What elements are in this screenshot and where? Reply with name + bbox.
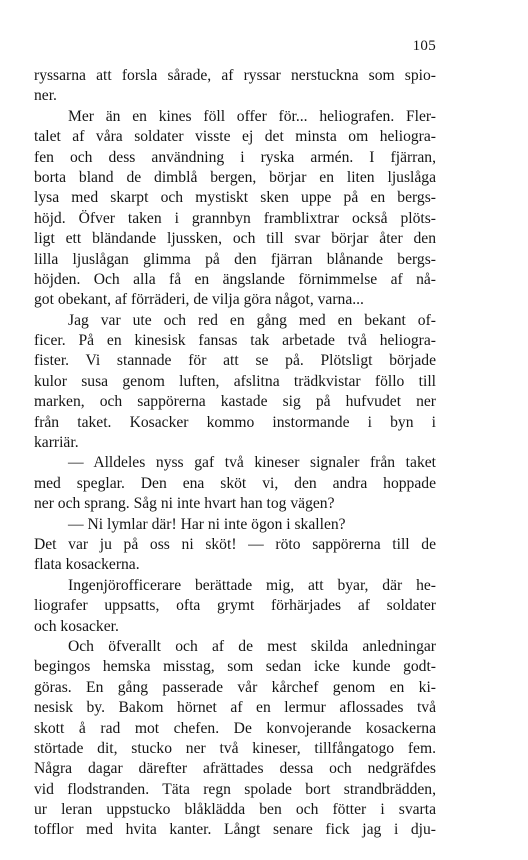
text-line: Ingenjörofficerare berättade mig, att byar, där he- xyxy=(68,576,436,594)
text-line: fen och dess användning i ryska armén. I fjärran, xyxy=(34,148,436,166)
text-line: ur leran uppstucko blåklädda ben och fötter i svarta xyxy=(34,801,436,819)
text-line: Jag var ute och red en gång med en bekant of- xyxy=(68,311,436,329)
text-line: från taket. Kosacker kommo instormande i byn i xyxy=(34,413,436,431)
text-line: ner och sprang. Såg ni inte hvart han tog vägen? xyxy=(34,495,335,513)
text-line: talet af våra soldater visste ej det minsta om heliogra- xyxy=(34,128,436,146)
text-line: Mer än en kines föll offer för... heliografen. Fler- xyxy=(68,107,436,125)
text-line: flata kosackerna. xyxy=(34,556,140,574)
text-line: karriär. xyxy=(34,434,79,452)
text-line: Några dagar därefter afrättades dessa och nedgräfdes xyxy=(34,760,436,778)
text-line: tofflor med hvita kanter. Långt senare fick jag i dju- xyxy=(34,821,436,839)
text-line: höjden. Och alla få en ängslande förnimmelse af nå- xyxy=(34,270,436,288)
text-line: fister. Vi stannade för att se på. Plötsligt började xyxy=(34,352,436,370)
text-line: got obekant, af förräderi, de vilja göra något, varna... xyxy=(34,291,364,309)
text-line: med speglar. Den ena sköt vi, den andra hoppade xyxy=(34,474,436,492)
text-line: ligt ett bländande ljussken, och till svar börjar åter den xyxy=(34,230,436,248)
text-line: kulor susa genom luften, afslitna trädkvistar föllo till xyxy=(34,372,436,390)
page-number: 105 xyxy=(412,38,436,54)
text-line: vid flodstranden. Täta regn spolade bort strandbrädden, xyxy=(34,780,436,798)
text-line: lysa med skarpt och mystiskt sken uppe på en bergs- xyxy=(34,189,436,207)
text-line: — Alldeles nyss gaf två kineser signaler från taket xyxy=(68,454,436,472)
text-line: ryssarna att forsla sårade, af ryssar nerstuckna som spio- xyxy=(34,67,436,84)
text-line: — Ni lymlar där! Har ni inte ögon i skallen? xyxy=(68,515,346,533)
body-text xyxy=(34,66,436,841)
text-line: ner. xyxy=(34,87,57,105)
text-line: höjd. Öfver taken i grannbyn framblixtrar också plöts- xyxy=(34,209,436,227)
text-line: ficer. På en kinesisk fansas tak arbetade två heliogra- xyxy=(34,332,436,350)
text-line: liografer uppsatts, ofta grymt förhärjades af soldater xyxy=(34,597,436,615)
text-line: lilla ljuslågan glimma på den fjärran blånande bergs- xyxy=(34,250,436,268)
text-line: marken, och sappörerna kastade sig på hufvudet ner xyxy=(34,393,436,411)
text-line: Det var ju på oss ni sköt! — röto sappörerna till de xyxy=(34,535,436,553)
text-line: skott å rad mot chefen. De konvojerande kosackerna xyxy=(34,719,436,737)
text-line: nesisk by. Bakom hörnet af en lermur aflossades två xyxy=(34,699,436,717)
text-line: och kosacker. xyxy=(34,617,119,635)
text-line: störtade dit, stucko ner två kineser, tillfångatogo fem. xyxy=(34,739,436,757)
text-line: göras. En gång passerade vår kårchef genom en ki- xyxy=(34,678,436,696)
text-line: begingos hemska misstag, som sedan icke kunde godt- xyxy=(34,658,436,676)
text-line: Och öfverallt och af de mest skilda anledningar xyxy=(68,637,436,655)
text-line: borta bland de dimblå bergen, börjar en liten ljuslåga xyxy=(34,168,436,186)
